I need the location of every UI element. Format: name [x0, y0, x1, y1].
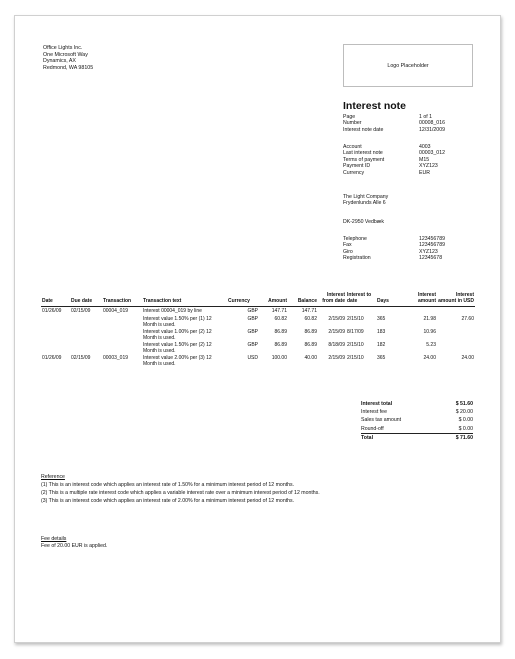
account-value: 00003_012 [419, 150, 445, 157]
cell: 24.00 [461, 354, 474, 361]
cell [41, 328, 70, 341]
totals-label: Interest fee [361, 409, 387, 416]
reference-section [41, 473, 320, 505]
totals-label: Total [361, 434, 374, 441]
cell [437, 307, 475, 315]
recipient-name: The Light Company [343, 194, 389, 200]
cell: 60.82 [304, 315, 317, 322]
col-header: Date [41, 292, 70, 307]
col-header: Interest from date [318, 292, 346, 307]
cell [41, 341, 70, 354]
cell: Interest value 2.00% per (3) 12 Month is used. [143, 354, 212, 367]
totals-value: $ 20.00 [455, 409, 473, 416]
meta-key: Interest note date [343, 126, 384, 133]
totals-row [361, 400, 473, 408]
totals-row [361, 408, 473, 416]
table-header-row [41, 292, 475, 307]
cell [376, 307, 401, 315]
col-header: Interest amount in USD [437, 292, 475, 307]
reference-line: (2) This is a multiple rate interest code which applies a variable interest rate over a minimum interest period of 12 months. [41, 490, 320, 496]
note-meta [343, 114, 445, 133]
cell: 182 [377, 341, 386, 348]
totals-value: $ 0.00 [458, 417, 473, 424]
col-header: Due date [70, 292, 102, 307]
meta-key: Page [343, 114, 356, 120]
cell [437, 341, 475, 354]
cell: 86.89 [274, 328, 287, 335]
meta-row [343, 127, 445, 133]
cell: 365 [377, 354, 386, 361]
cell: 8/18/09 [328, 341, 345, 348]
cell: 86.89 [274, 341, 287, 348]
col-header: Currency [227, 292, 259, 307]
cell: 2/15/10 [347, 341, 364, 348]
recipient-city: DK-2950 Vedbæk [343, 219, 384, 225]
col-header: Amount [259, 292, 288, 307]
table-row [41, 315, 475, 328]
totals-row [361, 425, 473, 433]
table-row [41, 307, 475, 315]
cell: 86.89 [304, 341, 317, 348]
document-page [14, 15, 501, 643]
account-key: Account [343, 144, 362, 150]
sender-address [43, 45, 93, 71]
sender-line: One Microsoft Way [43, 51, 88, 58]
cell: 01/26/09 [42, 354, 62, 361]
cell [70, 328, 102, 341]
account-key: Last interest note [343, 150, 383, 157]
totals-row [361, 416, 473, 424]
cell: GBP [247, 328, 258, 335]
cell: Interest value 1.50% per (1) 12 Month is used. [143, 315, 212, 328]
reference-heading: Reference [41, 474, 65, 480]
cell: 183 [377, 328, 386, 335]
cell: 27.60 [461, 315, 474, 322]
cell: GBP [247, 341, 258, 348]
cell [437, 328, 475, 341]
totals-value: $ 51.60 [455, 401, 473, 408]
cell [318, 307, 346, 315]
col-header: Interest to date [346, 292, 376, 307]
contact-info [343, 236, 445, 262]
contact-value: 12345678 [419, 255, 443, 262]
totals-value: $ 0.00 [458, 425, 473, 432]
logo-text: Logo Placeholder [387, 62, 429, 69]
fee-details-section [41, 536, 107, 550]
cell: 365 [377, 315, 386, 322]
contact-value: XYZ123 [419, 248, 438, 255]
col-header: Balance [288, 292, 318, 307]
reference-line: (3) This is an interest code which applies an interest rate of 2.00% for a minimum interest period of 12 months. [41, 498, 295, 504]
col-header: Interest amount [401, 292, 437, 307]
sender-line: Redmond, WA 98105 [43, 64, 94, 71]
cell: GBP [247, 308, 258, 314]
cell: 01/26/09 [42, 308, 62, 314]
meta-key: Number [343, 120, 362, 127]
account-value: EUR [419, 169, 430, 176]
cell: GBP [247, 315, 258, 322]
sender-line: Dynamics, AX [43, 58, 76, 65]
contact-value: 123456789 [419, 236, 445, 242]
meta-value: 1 of 1 [419, 114, 432, 120]
totals-row [361, 433, 473, 442]
account-key: Currency [343, 169, 365, 176]
cell [41, 315, 70, 328]
cell: 60.82 [274, 315, 287, 322]
account-row [343, 170, 445, 176]
document-title: Interest note [343, 100, 407, 112]
cell [70, 315, 102, 328]
cell: 21.98 [423, 315, 436, 322]
account-key: Payment ID [343, 163, 371, 170]
cell: 2/15/09 [328, 328, 345, 335]
totals-label: Round-off [361, 425, 384, 432]
fee-details-text: Fee of 20.00 EUR is applied. [41, 543, 108, 549]
transactions-table [41, 292, 475, 367]
cell [102, 341, 142, 354]
meta-value: 00008_016 [419, 120, 445, 127]
cell: 00003_019 [103, 354, 129, 361]
recipient-address [343, 194, 388, 207]
totals-block [361, 400, 473, 442]
col-header: Transaction text [142, 292, 227, 307]
cell: 24.00 [423, 354, 436, 361]
cell: 147.71 [301, 308, 317, 314]
table-row [41, 341, 475, 354]
contact-key: Registration [343, 255, 371, 262]
account-info [343, 144, 445, 176]
contact-key: Telephone [343, 236, 367, 242]
cell: 147.71 [271, 308, 287, 314]
cell: 40.00 [304, 354, 317, 361]
cell: USD [247, 354, 258, 361]
table-row [41, 328, 475, 341]
reference-line: (1) This is an interest code which applies an interest rate of 1.50% for a minimum interest period of 12 months. [41, 482, 295, 488]
cell: 86.89 [304, 328, 317, 335]
cell [346, 307, 376, 315]
cell: 02/15/09 [71, 308, 91, 314]
cell: Interest 00004_019 by line [143, 308, 202, 314]
cell: 8/17/09 [347, 328, 364, 335]
contact-key: Fax [343, 242, 352, 249]
cell: Interest value 1.50% per (2) 12 Month is used. [143, 341, 212, 354]
cell: 2/15/10 [347, 354, 364, 361]
cell [70, 341, 102, 354]
contact-row [343, 255, 445, 261]
account-value: 4003 [419, 144, 431, 150]
cell [102, 328, 142, 341]
cell: 2/15/09 [328, 354, 345, 361]
totals-value: $ 71.60 [455, 434, 473, 441]
cell: 2/15/10 [347, 315, 364, 322]
cell: 100.00 [271, 354, 287, 361]
logo-placeholder [343, 44, 473, 87]
fee-details-heading: Fee details [41, 536, 67, 542]
col-header: Days [376, 292, 401, 307]
cell: 5.23 [426, 341, 436, 348]
totals-label: Sales tax amount [361, 417, 402, 424]
recipient-street: Frydenlunds Alle 6 [343, 200, 386, 207]
account-value: M15 [419, 156, 430, 163]
totals-label: Interest total [361, 401, 393, 408]
cell [102, 315, 142, 328]
contact-value: 123456789 [419, 242, 445, 249]
cell: 00004_019 [103, 308, 129, 314]
account-key: Terms of payment [343, 156, 385, 163]
contact-key: Giro [343, 248, 353, 255]
cell: 10.96 [423, 328, 436, 335]
table-row [41, 354, 475, 367]
account-value: XYZ123 [419, 163, 438, 170]
cell: 02/15/09 [71, 354, 91, 361]
cell: Interest value 1.00% per (2) 12 Month is used. [143, 328, 212, 341]
sender-line: Office Lights Inc. [43, 45, 83, 51]
col-header: Transaction [102, 292, 142, 307]
meta-value: 12/31/2009 [419, 126, 445, 133]
cell: 2/15/09 [328, 315, 345, 322]
cell [401, 307, 437, 315]
